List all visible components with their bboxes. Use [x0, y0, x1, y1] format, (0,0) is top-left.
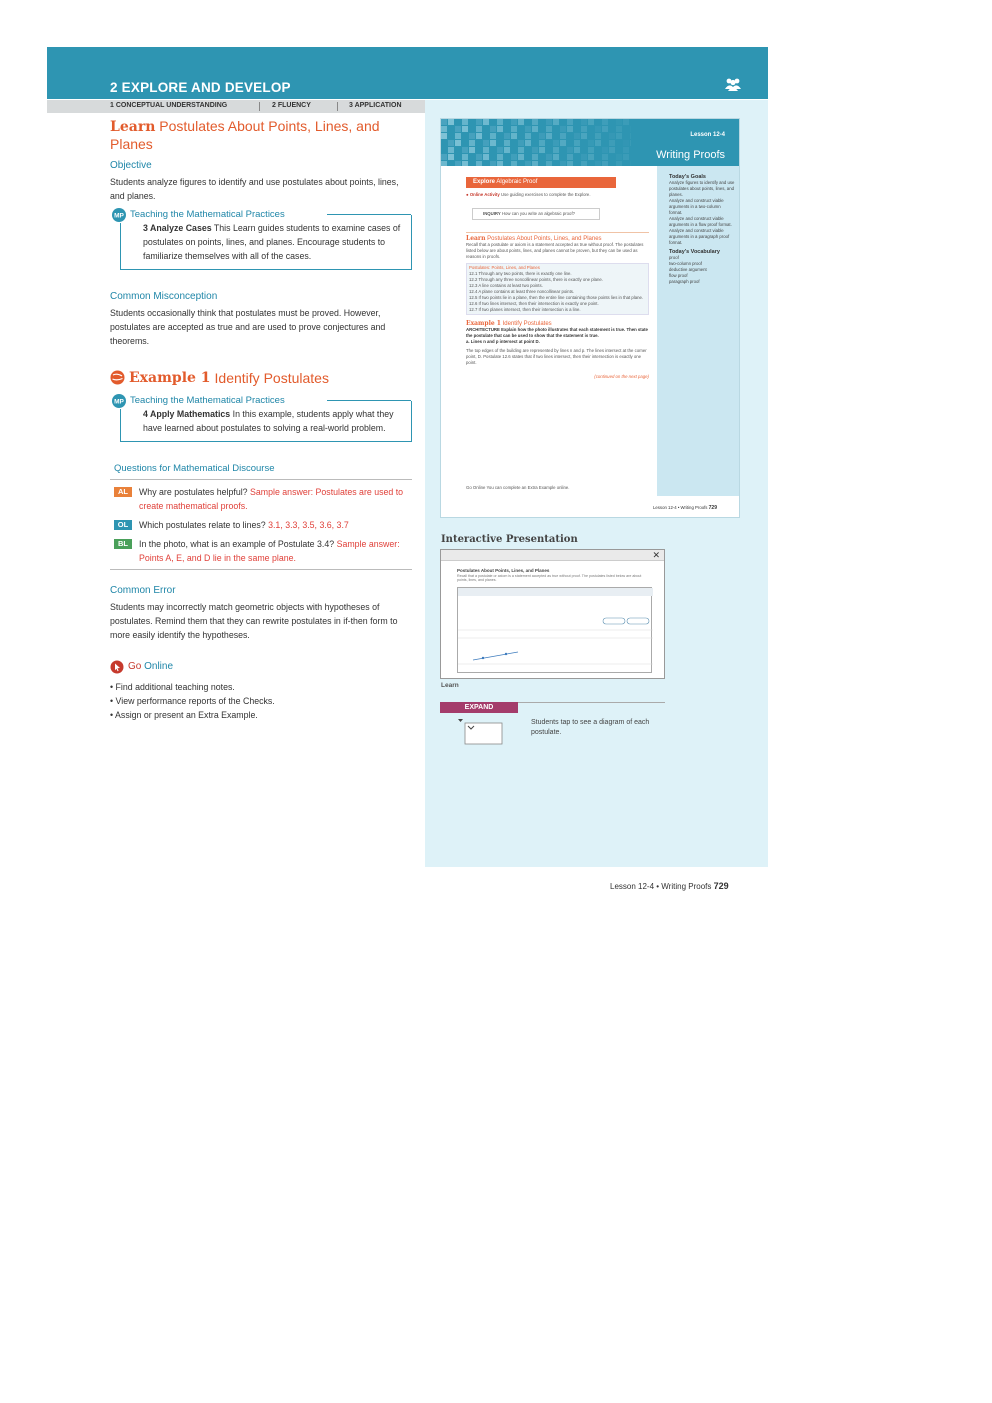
thumb-lesson-number: Lesson 12-4 — [690, 132, 725, 138]
pattern-tile — [616, 133, 622, 139]
list-item: Analyze figures to identify and use postulates about points, lines, and planes. — [669, 180, 735, 197]
student-page-thumbnail[interactable] — [440, 118, 740, 518]
teacher-notes-column — [110, 118, 412, 722]
common-error-text: Students may incorrectly match geometric objects with hypotheses of postulates. Remind them that they can rewrite postulates in if-then form to more easily identify the hypotheses. — [110, 602, 398, 640]
pattern-tile — [462, 119, 468, 125]
pattern-tile — [546, 133, 552, 139]
example-label: Example 1 — [129, 369, 211, 386]
level-badge: AL — [114, 487, 132, 497]
pattern-tile — [567, 126, 573, 132]
pattern-tile — [455, 133, 461, 139]
pattern-tile — [567, 147, 573, 153]
pattern-tile — [441, 119, 447, 125]
pattern-tile — [539, 140, 545, 146]
page-footer: Lesson 12-4 • Writing Proofs 729 — [610, 881, 729, 891]
pattern-tile — [497, 161, 503, 166]
level-badge: BL — [114, 539, 132, 549]
pattern-tile — [602, 154, 608, 160]
pattern-tile — [581, 133, 587, 139]
expand-description: Students tap to see a diagram of each postulate. — [531, 719, 650, 736]
mp-callout-learn — [114, 209, 412, 270]
mp-lead: 4 Apply Mathematics — [143, 409, 231, 419]
pattern-tile — [588, 119, 594, 125]
pattern-tile — [525, 126, 531, 132]
pattern-tile — [630, 126, 631, 132]
tab-conceptual-understanding: 1 CONCEPTUAL UNDERSTANDING — [110, 102, 228, 109]
pattern-tile — [630, 140, 631, 146]
pattern-tile — [595, 133, 601, 139]
pattern-tile — [602, 119, 608, 125]
pattern-tile — [553, 147, 559, 153]
mp-text: This Learn guides students to examine cases of postulates on points, lines, and planes. Encourage students to familiarize themselves with all of the cases. — [143, 223, 401, 261]
page-number: 729 — [713, 881, 729, 891]
objective-heading: Objective — [110, 160, 152, 171]
pattern-tile — [595, 126, 601, 132]
pattern-tile — [553, 154, 559, 160]
pattern-tile — [518, 140, 524, 146]
pattern-tile — [532, 119, 538, 125]
interactive-presentation-screenshot[interactable] — [440, 549, 665, 679]
pattern-tile — [616, 119, 622, 125]
pattern-tile — [490, 133, 496, 139]
pattern-tile — [609, 140, 615, 146]
question-text: In the photo, what is an example of Postulate 3.4? — [139, 539, 337, 549]
pattern-tile — [532, 126, 538, 132]
thumb-sidebar: Today's Goals Analyze figures to identify and use postulates about points, lines, and planes. Analyze and construct viable arguments in a two-column format. Analyze and construct viable arguments in a flow proof format. Analyze and construct viable arguments in a paragraph proof format. Today's Vocabulary proof two-column proof deductive argument flow proof paragraph proof — [657, 166, 740, 496]
pattern-tile — [595, 140, 601, 146]
section-banner — [47, 47, 768, 99]
pattern-tile — [497, 154, 503, 160]
close-icon[interactable]: ✕ — [652, 550, 660, 560]
expand-badge: EXPAND — [440, 702, 518, 713]
header-pattern — [441, 119, 631, 166]
pattern-tile — [560, 126, 566, 132]
pattern-tile — [630, 133, 631, 139]
pattern-tile — [476, 119, 482, 125]
pattern-tile — [574, 140, 580, 146]
pattern-tile — [539, 133, 545, 139]
discourse-question — [110, 537, 412, 565]
svg-text:MP: MP — [114, 212, 124, 220]
pattern-tile — [483, 140, 489, 146]
thumb-learn-text: Recall that a postulate or axiom is a statement accepted as true without proof. The postulates listed below are about points, lines, and planes cannot be proven, but they can be used as reasons in proofs. — [466, 242, 644, 259]
pattern-tile — [532, 154, 538, 160]
pattern-tile — [497, 126, 503, 132]
pattern-tile — [546, 161, 552, 166]
pattern-tile — [483, 119, 489, 125]
pattern-tile — [567, 119, 573, 125]
pattern-tile — [581, 154, 587, 160]
thumb-example-text: The top edges of the building are represented by lines n and p. The lines intersect at the corner point, D. Postulate 12.6 states that if two lines intersect, then their intersection is exactly one point. — [466, 348, 647, 365]
pattern-tile — [469, 140, 475, 146]
thumb-postulate-box: Postulates: Points, Lines, and Planes 12.1 Through any two points, there is exactly one line. 12.2 Through any three noncollinear points, there is exactly one plane. 12.3 A line contains at least two points. 12.4 A plane contains at least three noncollinear points. 12.5 If two points lie in a plane, then the entire line containing those points lies in that plane. 12.6 If two lines intersect, then their intersection is exactly one point. 12.7 If two planes intersect, then their intersection is a line. — [466, 263, 649, 315]
misconception-heading: Common Misconception — [110, 291, 218, 302]
list-item: Analyze and construct viable arguments in a paragraph proof format. — [669, 228, 730, 245]
question-text: Why are postulates helpful? — [139, 487, 251, 497]
pattern-tile — [441, 126, 447, 132]
thumb-main-content — [466, 177, 649, 490]
online-label: Online — [144, 661, 174, 672]
pattern-tile — [511, 154, 517, 160]
pattern-tile — [504, 147, 510, 153]
thumb-learn-heading: Learn Postulates About Points, Lines, and Planes — [466, 232, 649, 242]
list-item: flow proof — [669, 273, 688, 278]
pattern-tile — [546, 126, 552, 132]
example-title: Identify Postulates — [214, 369, 329, 386]
tab-application: 3 APPLICATION — [349, 102, 402, 109]
pattern-tile — [504, 140, 510, 146]
pattern-tile — [623, 140, 629, 146]
thumb-footer: Lesson 12-4 • Writing Proofs 729 — [653, 505, 717, 511]
pattern-tile — [616, 126, 622, 132]
list-item: paragraph proof — [669, 279, 700, 284]
pattern-tile — [441, 133, 447, 139]
pattern-tile — [511, 119, 517, 125]
pattern-tile — [623, 119, 629, 125]
pattern-tile — [630, 161, 631, 166]
pattern-tile — [462, 126, 468, 132]
pattern-tile — [609, 147, 615, 153]
thumb-example-part: a. Lines n and p intersect at point D. — [466, 339, 540, 344]
pattern-tile — [595, 161, 601, 166]
pattern-tile — [546, 119, 552, 125]
question-text: Which postulates relate to lines? — [139, 520, 269, 530]
pattern-tile — [588, 147, 594, 153]
pattern-tile — [490, 126, 496, 132]
progression-tabs — [47, 100, 425, 113]
pattern-tile — [511, 126, 517, 132]
learn-label: Learn — [110, 119, 156, 135]
discourse-question — [110, 485, 412, 513]
list-item[interactable]: • Find additional teaching notes. — [110, 680, 412, 694]
people-group-icon — [724, 77, 742, 91]
pattern-tile — [602, 147, 608, 153]
objective-text: Students analyze figures to identify and use postulates about points, lines, and planes. — [110, 177, 399, 201]
tab-fluency: 2 FLUENCY — [272, 102, 311, 109]
thumb-explore-bar: Explore Algebraic Proof — [466, 177, 616, 188]
list-item: deductive argument — [669, 267, 707, 272]
misconception-text: Students occasionally think that postulates must be proved. However, postulates are accepted as true and are used to prove conjectures and theorems. — [110, 308, 386, 346]
pattern-tile — [476, 154, 482, 160]
pattern-tile — [455, 126, 461, 132]
pattern-tile — [567, 161, 573, 166]
go-online-heading[interactable] — [110, 660, 412, 674]
cursor-click-icon — [110, 660, 124, 674]
discourse-questions — [110, 485, 412, 565]
pattern-tile — [588, 140, 594, 146]
list-item: proof — [669, 255, 679, 260]
pattern-tile — [546, 154, 552, 160]
slide-panel — [457, 587, 652, 673]
slide-title: Postulates About Points, Lines, and Planes — [457, 568, 550, 573]
pattern-tile — [574, 147, 580, 153]
pattern-tile — [574, 133, 580, 139]
pattern-tile — [532, 147, 538, 153]
answer-text: 3.1, 3.3, 3.5, 3.6, 3.7 — [268, 520, 349, 530]
example-heading — [110, 370, 412, 385]
pattern-tile — [581, 119, 587, 125]
pattern-tile — [581, 126, 587, 132]
pattern-tile — [602, 161, 608, 166]
pattern-tile — [581, 161, 587, 166]
pattern-tile — [602, 126, 608, 132]
mp-text: In this example, students apply what they have learned about postulates to solving a real-world problem. — [143, 409, 394, 433]
pattern-tile — [462, 154, 468, 160]
thumb-header — [441, 119, 740, 166]
pattern-tile — [525, 161, 531, 166]
list-item[interactable]: • Assign or present an Extra Example. — [110, 708, 412, 722]
pattern-tile — [469, 133, 475, 139]
pattern-tile — [532, 161, 538, 166]
learn-title: Postulates About Points, Lines, and Planes — [110, 118, 380, 152]
svg-text:MP: MP — [114, 398, 124, 406]
pattern-tile — [483, 154, 489, 160]
mp-callout-example — [114, 395, 412, 442]
pattern-tile — [462, 161, 468, 166]
answer-text: Sample answer: Postulates are used to create mathematical proofs. — [139, 487, 404, 511]
discourse-question — [110, 518, 412, 532]
pattern-tile — [483, 147, 489, 153]
pattern-tile — [518, 147, 524, 153]
pattern-tile — [616, 161, 622, 166]
pattern-tile — [448, 140, 454, 146]
pattern-tile — [560, 133, 566, 139]
pattern-tile — [518, 119, 524, 125]
pattern-tile — [560, 161, 566, 166]
pattern-tile — [462, 147, 468, 153]
common-error-heading: Common Error — [110, 585, 176, 596]
pattern-tile — [616, 154, 622, 160]
pattern-tile — [490, 140, 496, 146]
go-online-list — [110, 680, 412, 722]
pattern-tile — [609, 133, 615, 139]
pattern-tile — [448, 147, 454, 153]
interactive-caption: Learn — [441, 682, 459, 689]
thumb-go-online: Go Online You can complete an Extra Example online. — [466, 485, 570, 490]
tap-expand-icon — [457, 718, 503, 745]
pattern-tile — [518, 154, 524, 160]
pattern-tile — [497, 119, 503, 125]
example-globe-icon — [110, 370, 125, 385]
mp-title: Teaching the Mathematical Practices — [130, 209, 285, 220]
slide-diagram — [458, 588, 653, 674]
pattern-tile — [490, 161, 496, 166]
pattern-tile — [623, 154, 629, 160]
list-item: two-column proof — [669, 261, 702, 266]
go-label: Go — [128, 661, 142, 672]
list-item: Analyze and construct viable arguments in a two-column format. — [669, 198, 724, 215]
pattern-tile — [504, 133, 510, 139]
pattern-tile — [511, 133, 517, 139]
pattern-tile — [560, 140, 566, 146]
thumb-inquiry-box: INQUIRY How can you write an algebraic proof? — [472, 208, 600, 220]
pattern-tile — [441, 154, 447, 160]
pattern-tile — [469, 147, 475, 153]
pattern-tile — [476, 126, 482, 132]
pattern-tile — [448, 154, 454, 160]
pattern-tile — [539, 147, 545, 153]
list-item[interactable]: • View performance reports of the Checks. — [110, 694, 412, 708]
interactive-presentation-heading: Interactive Presentation — [441, 534, 578, 545]
learn-heading — [110, 118, 412, 153]
thumb-continued: (continued on the next page) — [594, 374, 649, 379]
mp-lead: 3 Analyze Cases — [143, 223, 212, 233]
pattern-tile — [497, 147, 503, 153]
thumb-example-heading: Example 1 Identify Postulates — [466, 320, 552, 327]
pattern-tile — [553, 119, 559, 125]
mp-title: Teaching the Mathematical Practices — [130, 395, 285, 406]
pattern-tile — [553, 140, 559, 146]
pattern-tile — [525, 140, 531, 146]
pattern-tile — [448, 119, 454, 125]
level-badge: OL — [114, 520, 132, 530]
list-item: Analyze and construct viable arguments in a flow proof format. — [669, 216, 732, 227]
pattern-tile — [441, 161, 447, 166]
pattern-tile — [588, 154, 594, 160]
pattern-tile — [476, 133, 482, 139]
mathematical-practices-icon — [111, 393, 127, 409]
mathematical-practices-icon — [111, 207, 127, 223]
pattern-tile — [455, 161, 461, 166]
pattern-tile — [476, 161, 482, 166]
pattern-tile — [623, 147, 629, 153]
thumb-online-activity: ● Online Activity Use guiding exercises to complete the Explore. — [466, 192, 591, 197]
pattern-tile — [525, 133, 531, 139]
thumb-example-prompt: ARCHITECTURE Explain how the photo illustrates that each statement is true. Then state the postulate that can be used to show that the statement is true. — [466, 327, 648, 338]
slide-text: Recall that a postulate or axiom is a statement accepted as true without proof. The postulates listed below are about points, lines, and planes. — [457, 574, 642, 582]
discourse-heading: Questions for Mathematical Discourse — [110, 462, 412, 480]
pattern-tile — [511, 161, 517, 166]
answer-text: Sample answer: Points A, E, and D lie in the same plane. — [139, 539, 400, 563]
pattern-tile — [455, 140, 461, 146]
section-title: 2 EXPLORE AND DEVELOP — [110, 80, 291, 95]
thumb-lesson-title: Writing Proofs — [656, 149, 725, 161]
pattern-tile — [567, 154, 573, 160]
